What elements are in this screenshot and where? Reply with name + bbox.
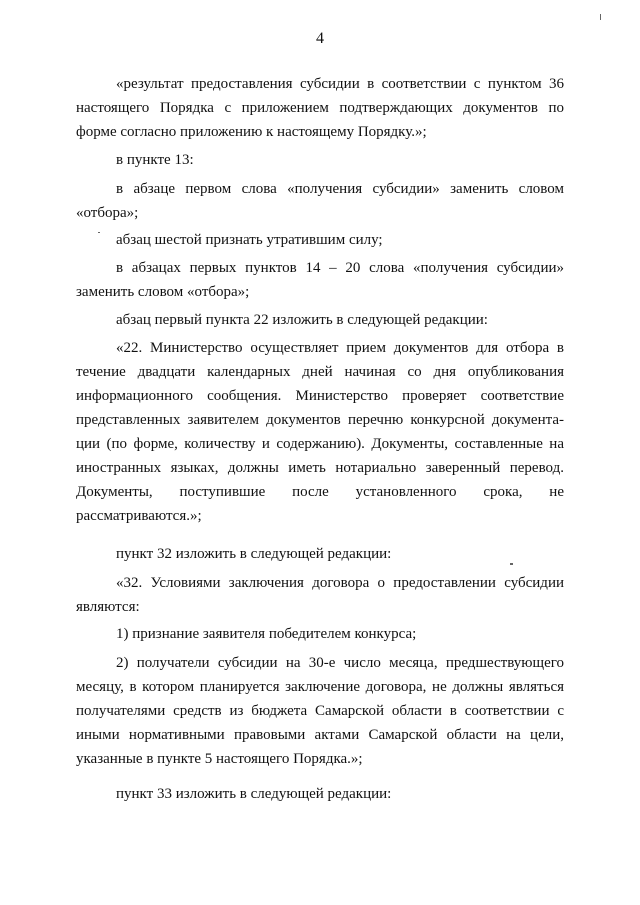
text-line: заменить словом «отбора»; [76, 284, 250, 300]
paragraph-item-32-intro [76, 542, 564, 566]
paragraph-item-22 [76, 336, 564, 528]
text-line: форме согласно приложению к настоящему Порядку.»; [76, 124, 427, 140]
text-line: абзац шестой признать утратившим силу; [116, 232, 383, 248]
text-line: пункт 33 изложить в следующей редакции: [116, 786, 392, 802]
text-line: указанные в пункте 5 настоящего Порядка.»; [76, 751, 363, 767]
text-line: настоящего Порядка с приложением подтверждающих документов по [76, 100, 564, 116]
paragraph-item-13 [76, 148, 564, 172]
text-line: получателями средств из бюджета Самарской области в соответствии с [76, 703, 564, 719]
page-number: 4 [316, 30, 324, 47]
text-line: 1) признание заявителя победителем конкурса; [116, 626, 417, 642]
text-line: Документы, поступившие после установленного срока, не [76, 484, 564, 500]
text-line: ции (по форме, количеству и содержанию). Документы, составленные на [76, 436, 564, 452]
text-line: в абзаце первом слова «получения субсидии» заменить словом [116, 181, 564, 197]
text-line: «результат предоставления субсидии в соответствии с пунктом 36 [116, 76, 564, 92]
text-line: «32. Условиями заключения договора о предоставлении субсидии [116, 575, 564, 591]
text-line: являются: [76, 599, 140, 615]
paragraph-result [76, 72, 564, 144]
paragraph-condition-1 [76, 622, 564, 646]
paragraph-items-14-20 [76, 256, 564, 304]
paragraph-sixth-abzac [76, 228, 564, 252]
text-line: «22. Министерство осуществляет прием документов для отбора в [116, 340, 564, 356]
text-line: абзац первый пункта 22 изложить в следующей редакции: [116, 312, 488, 328]
paragraph-item-22-intro [76, 308, 564, 332]
text-line: иностранных языках, должны иметь нотариально заверенный перевод. [76, 460, 564, 476]
text-line: информационного сообщения. Министерство проверяет соответствие [76, 388, 564, 404]
scan-mark [600, 14, 601, 20]
text-line: в абзацах первых пунктов 14 – 20 слова «получения субсидии» [116, 260, 564, 276]
text-line: в пункте 13: [116, 152, 194, 168]
text-line: иными нормативными правовыми актами Самарской области на цели, [76, 727, 564, 743]
text-line: «отбора»; [76, 205, 139, 221]
text-line: рассматриваются.»; [76, 508, 202, 524]
text-line: пункт 32 изложить в следующей редакции: [116, 546, 392, 562]
paragraph-first-abzac [76, 177, 564, 225]
paragraph-condition-2 [76, 651, 564, 771]
text-line: течение двадцати календарных дней начиная со дня опубликования [76, 364, 564, 380]
text-line: 2) получатели субсидии на 30-е число месяца, предшествующего [116, 655, 564, 671]
paragraph-item-33-intro [76, 782, 564, 806]
text-line: представленных заявителем документов перечню конкурсной документа- [76, 412, 564, 428]
text-line: месяцу, в котором планируется заключение договора, не должны являться [76, 679, 564, 695]
paragraph-item-32 [76, 571, 564, 619]
